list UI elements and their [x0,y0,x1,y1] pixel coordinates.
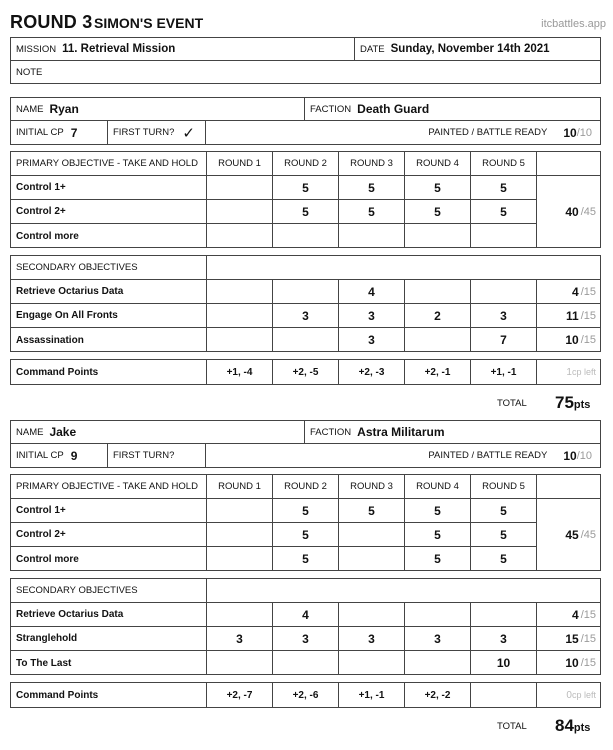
cp-left-cell [537,683,600,707]
secondary-score-cell[interactable] [471,280,537,304]
secondary-row-label: Retrieve Octarius Data [11,603,207,627]
player-total [555,393,590,413]
name-label: NAME [16,426,44,438]
total-label: TOTAL [497,721,527,732]
secondary-score-cell[interactable]: 3 [471,304,537,328]
cp-left-suffix: cp left [571,690,596,700]
secondary-score-cell[interactable]: 3 [273,304,339,328]
command-points-label: Command Points [11,360,207,384]
primary-score-cell[interactable]: 5 [273,499,339,523]
cp-left-value: 0 [566,689,572,701]
cp-left-cell [537,360,600,384]
primary-score-cell[interactable]: 5 [339,499,405,523]
primary-score-cell[interactable]: 5 [471,547,537,571]
player-info-box [10,420,601,468]
event-title: SIMON'S EVENT [94,15,204,31]
command-points-cell[interactable]: +1, -4 [207,360,273,384]
player-total-suffix: pts [573,722,591,734]
initial-cp-cell[interactable] [11,444,108,467]
secondary-score-cell[interactable] [339,603,405,627]
command-points-cell[interactable]: +2, -2 [405,683,471,707]
secondary-score-cell[interactable] [405,651,471,675]
secondary-score-cell[interactable]: 7 [471,328,537,352]
secondary-score-cell[interactable]: 3 [273,627,339,651]
player-name: Jake [49,425,77,439]
command-points-table [10,359,601,385]
secondary-total: 4 [572,284,579,299]
command-points-cell[interactable] [471,683,537,707]
primary-row-label: Control 1+ [11,499,207,523]
round-header-5: ROUND 5 [471,475,537,499]
name-label: NAME [16,103,44,115]
painted-score: 10 [563,448,577,463]
secondary-score-cell[interactable]: 3 [207,627,273,651]
secondary-max: /15 [580,632,596,645]
mission-box [10,37,601,84]
secondary-max: /15 [580,309,596,322]
secondary-total-cell [537,603,600,627]
primary-row-label: Control 2+ [11,200,207,224]
secondary-score-cell[interactable]: 4 [273,603,339,627]
painted-max: /10 [576,449,592,462]
secondary-total-cell [537,627,600,651]
primary-score-cell[interactable] [207,176,273,200]
primary-header: PRIMARY OBJECTIVE - TAKE AND HOLD [11,475,207,499]
painted-score: 10 [563,125,577,140]
primary-score-cell[interactable]: 5 [471,499,537,523]
player-total-suffix: pts [573,399,591,411]
faction-cell[interactable] [305,421,600,444]
primary-score-cell[interactable] [405,224,471,248]
initial-cp-value: 9 [70,448,78,463]
secondary-total-cell [537,280,600,304]
cp-left-suffix: cp left [571,367,596,377]
player-total [555,716,590,736]
secondary-score-cell[interactable] [207,328,273,352]
round-header-5: ROUND 5 [471,152,537,176]
primary-score-cell[interactable]: 5 [405,200,471,224]
player-total-value: 84 [555,716,574,735]
round-header-4: ROUND 4 [405,152,471,176]
secondary-score-cell[interactable] [207,603,273,627]
primary-score-cell[interactable]: 5 [405,547,471,571]
primary-score-cell[interactable]: 5 [273,547,339,571]
mission-label: MISSION [16,43,57,55]
date-value: Sunday, November 14th 2021 [390,43,550,55]
secondary-score-cell[interactable] [405,603,471,627]
primary-score-cell[interactable]: 5 [273,200,339,224]
primary-total: 45 [565,528,579,542]
secondary-total-cell [537,304,600,328]
faction-label: FACTION [310,426,352,438]
secondary-score-cell[interactable] [273,280,339,304]
primary-header: PRIMARY OBJECTIVE - TAKE AND HOLD [11,152,207,176]
total-label: TOTAL [497,398,527,409]
mission-value: 11. Retrieval Mission [62,43,176,55]
primary-score-cell[interactable]: 5 [273,523,339,547]
secondary-header: SECONDARY OBJECTIVES [11,256,207,280]
round-header-4: ROUND 4 [405,475,471,499]
player-faction: Death Guard [357,102,430,116]
initial-cp-label: INITIAL CP [16,127,64,138]
site-link[interactable]: itcbattles.app [541,18,606,30]
command-points-cell[interactable]: +1, -1 [471,360,537,384]
primary-score-cell[interactable] [207,499,273,523]
primary-score-cell[interactable] [207,523,273,547]
primary-score-cell[interactable]: 5 [273,176,339,200]
page-header [10,10,606,36]
player-faction: Astra Militarum [357,425,445,439]
player-name: Ryan [49,102,79,116]
primary-score-cell[interactable]: 5 [471,176,537,200]
primary-score-cell[interactable] [339,547,405,571]
first-turn-cell[interactable] [108,121,206,144]
primary-score-cell[interactable] [339,224,405,248]
round-header-1: ROUND 1 [207,475,273,499]
initial-cp-label: INITIAL CP [16,450,64,461]
secondary-total: 4 [572,607,579,622]
secondary-max: /15 [580,334,596,346]
player-name-cell[interactable] [11,98,305,121]
date-cell[interactable] [355,38,600,61]
secondary-objectives-table [10,578,601,675]
secondary-score-cell[interactable]: 3 [339,627,405,651]
round-header-2: ROUND 2 [273,152,339,176]
primary-row-label: Control 1+ [11,176,207,200]
first-turn-label: FIRST TURN? [113,127,175,138]
painted-max: /10 [576,126,592,139]
secondary-score-cell[interactable]: 4 [339,280,405,304]
secondary-score-cell[interactable] [207,651,273,675]
secondary-score-cell[interactable]: 2 [405,304,471,328]
primary-objectives-table [10,151,601,248]
secondary-score-cell[interactable]: 3 [405,627,471,651]
initial-cp-value: 7 [70,125,78,140]
secondary-score-cell[interactable] [339,651,405,675]
primary-score-cell[interactable] [471,224,537,248]
command-points-cell[interactable]: +2, -3 [339,360,405,384]
primary-header-blank [537,475,600,499]
primary-score-cell[interactable] [273,224,339,248]
secondary-score-cell[interactable]: 10 [471,651,537,675]
secondary-score-cell[interactable] [207,304,273,328]
round-title: ROUND 3 [10,12,93,32]
player-total-value: 75 [555,393,574,412]
primary-score-cell[interactable] [339,523,405,547]
round-header-1: ROUND 1 [207,152,273,176]
secondary-score-cell[interactable]: 3 [339,304,405,328]
round-header-3: ROUND 3 [339,152,405,176]
secondary-total-cell [537,328,600,352]
command-points-cell[interactable]: +2, -5 [273,360,339,384]
painted-cell[interactable] [206,121,600,144]
command-points-label: Command Points [11,683,207,707]
primary-score-cell[interactable] [207,200,273,224]
primary-score-cell[interactable]: 5 [339,176,405,200]
secondary-row-label: Retrieve Octarius Data [11,280,207,304]
secondary-header-blank [207,256,600,280]
command-points-cell[interactable]: +2, -7 [207,683,273,707]
secondary-row-label: Assassination [11,328,207,352]
painted-label: PAINTED / BATTLE READY [428,450,548,461]
first-turn-check-icon: ✓ [182,124,195,142]
secondary-max: /15 [580,657,596,669]
secondary-score-cell[interactable] [405,328,471,352]
secondary-header: SECONDARY OBJECTIVES [11,579,207,603]
primary-row-label: Control more [11,547,207,571]
round-header-2: ROUND 2 [273,475,339,499]
primary-score-cell[interactable]: 5 [471,523,537,547]
primary-max: /45 [580,206,596,218]
secondary-score-cell[interactable] [273,651,339,675]
primary-total: 40 [565,205,579,219]
note-label: NOTE [16,66,43,78]
secondary-header-blank [207,579,600,603]
faction-label: FACTION [310,103,352,115]
secondary-score-cell[interactable] [207,280,273,304]
primary-score-cell[interactable] [207,547,273,571]
primary-max: /45 [580,529,596,541]
primary-header-blank [537,152,600,176]
secondary-row-label: Stranglehold [11,627,207,651]
note-cell[interactable] [11,61,600,83]
secondary-score-cell[interactable] [405,280,471,304]
secondary-max: /15 [580,608,596,621]
secondary-score-cell[interactable] [273,328,339,352]
cp-left-value: 1 [566,366,572,378]
secondary-total: 10 [565,333,579,347]
secondary-score-cell[interactable]: 3 [471,627,537,651]
secondary-score-cell[interactable] [471,603,537,627]
secondary-row-label: Engage On All Fronts [11,304,207,328]
command-points-table [10,682,601,708]
command-points-cell[interactable]: +1, -1 [339,683,405,707]
player-info-box [10,97,601,145]
secondary-total-cell [537,651,600,675]
initial-cp-cell[interactable] [11,121,108,144]
first-turn-label: FIRST TURN? [113,450,175,461]
primary-score-cell[interactable]: 5 [405,523,471,547]
primary-score-cell[interactable]: 5 [471,200,537,224]
primary-score-cell[interactable] [207,224,273,248]
secondary-total: 15 [565,631,579,646]
command-points-cell[interactable]: +2, -6 [273,683,339,707]
secondary-objectives-table [10,255,601,352]
secondary-total: 10 [565,656,579,670]
secondary-max: /15 [580,285,596,298]
primary-objectives-table [10,474,601,571]
first-turn-cell[interactable] [108,444,206,467]
player-name-cell[interactable] [11,421,305,444]
primary-total-cell [537,499,600,571]
command-points-cell[interactable]: +2, -1 [405,360,471,384]
secondary-total: 11 [566,308,579,323]
round-header-3: ROUND 3 [339,475,405,499]
date-label: DATE [360,43,385,55]
primary-score-cell[interactable]: 5 [339,200,405,224]
primary-score-cell[interactable]: 5 [405,499,471,523]
primary-total-cell [537,176,600,248]
mission-cell[interactable] [11,38,355,61]
primary-row-label: Control 2+ [11,523,207,547]
faction-cell[interactable] [305,98,600,121]
painted-label: PAINTED / BATTLE READY [428,127,548,138]
secondary-row-label: To The Last [11,651,207,675]
primary-score-cell[interactable]: 5 [405,176,471,200]
painted-cell[interactable] [206,444,600,467]
primary-row-label: Control more [11,224,207,248]
secondary-score-cell[interactable]: 3 [339,328,405,352]
